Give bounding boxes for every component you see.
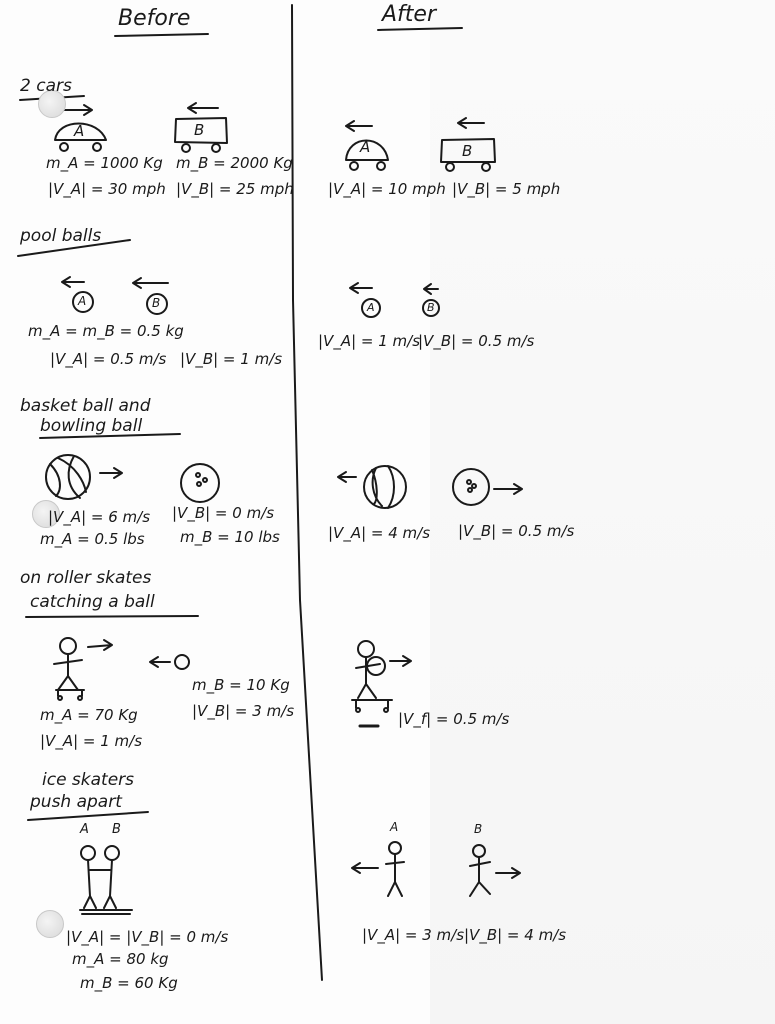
person-body-icon <box>470 857 490 896</box>
velocity-b: |V_B| = 0.5 m/s <box>418 332 535 350</box>
mass-a: m_A = 80 kg <box>72 950 169 968</box>
person-head-icon <box>105 846 119 860</box>
basketball-icon <box>364 466 406 508</box>
mass-a: m_A = 0.5 lbs <box>40 530 145 548</box>
wheel-icon <box>93 143 101 151</box>
velocity-b: |V_B| = 0.5 m/s <box>458 522 575 540</box>
arrow-icon <box>496 868 520 878</box>
person-body-icon <box>54 654 82 690</box>
scenario-title: bowling ball <box>40 416 143 436</box>
before-underline <box>115 34 208 36</box>
velocity-b: |V_B| = 25 mph <box>176 180 294 198</box>
skate-icon <box>80 910 132 914</box>
person-head-icon <box>358 641 374 657</box>
arrow-icon <box>188 103 218 113</box>
velocity-a: |V_A| = 6 m/s <box>48 508 151 526</box>
scenario-title: basket ball and <box>20 396 151 416</box>
person-head-icon <box>81 846 95 860</box>
arrow-icon <box>133 278 168 288</box>
ball-b-label: B <box>152 296 161 310</box>
skater-b-label: B <box>474 822 483 836</box>
velocity-a: |V_A| = 30 mph <box>48 180 166 198</box>
skate-icon <box>352 700 392 708</box>
arrow-icon <box>150 657 170 667</box>
person-body-icon <box>84 860 116 908</box>
ball-a-label: A <box>78 294 87 308</box>
car-a-label: A <box>360 138 371 156</box>
arrow-icon <box>88 640 112 650</box>
skater-b-label: B <box>112 822 121 837</box>
wheel-icon <box>482 163 490 171</box>
velocity-a: |V_A| = 1 m/s <box>318 332 421 350</box>
scenario-title: on roller skates <box>20 568 152 588</box>
arrow-icon <box>494 484 522 494</box>
mass-b: m_B = 2000 Kg <box>176 154 293 172</box>
car-a-label: A <box>74 122 85 140</box>
velocity-a: |V_A| = 1 m/s <box>40 732 143 750</box>
velocity-a: |V_A| = 3 m/s <box>362 926 465 944</box>
scenario-title: pool balls <box>20 226 102 246</box>
arrow-icon <box>100 468 122 478</box>
punch-hole <box>36 910 64 938</box>
ball-b-label: B <box>427 301 435 314</box>
ball-icon <box>175 655 189 669</box>
wheel-icon <box>377 162 385 170</box>
car-b-label: B <box>462 142 473 160</box>
velocity-b: |V_B| = 0 m/s <box>172 504 275 522</box>
person-head-icon <box>389 842 401 854</box>
after-underline <box>378 28 462 30</box>
column-divider <box>292 5 322 980</box>
wheel-icon <box>182 144 190 152</box>
after-header: After <box>382 2 437 27</box>
skater-a-label: A <box>390 820 399 834</box>
arrow-icon <box>62 277 84 287</box>
title-underline <box>28 812 148 820</box>
person-head-icon <box>473 845 485 857</box>
arrow-icon <box>424 284 438 294</box>
velocity-b: |V_B| = 3 m/s <box>192 702 295 720</box>
ball-a-label: A <box>367 301 375 314</box>
velocity-a: |V_A| = 4 m/s <box>328 524 431 542</box>
velocity-b: |V_B| = 5 mph <box>452 180 561 198</box>
car-b-label: B <box>194 121 205 139</box>
scenario-title: ice skaters <box>42 770 135 790</box>
mass-a: m_A = 1000 Kg <box>46 154 163 172</box>
wheel-icon <box>212 144 220 152</box>
velocity-b: |V_B| = 1 m/s <box>180 350 283 368</box>
arrow-icon <box>458 118 484 128</box>
scenario-title: 2 cars <box>20 76 72 96</box>
bowling-ball-icon <box>453 469 489 505</box>
mass-shared: m_A = m_B = 0.5 kg <box>28 322 184 340</box>
mass-a: m_A = 70 Kg <box>40 706 138 724</box>
arrow-icon <box>350 283 372 293</box>
person-body-icon <box>386 854 404 896</box>
mass-b: m_B = 10 Kg <box>192 676 290 694</box>
velocity-a: |V_A| = 10 mph <box>328 180 446 198</box>
person-head-icon <box>60 638 76 654</box>
before-header: Before <box>118 6 191 31</box>
mass-b: m_B = 60 Kg <box>80 974 178 992</box>
arrow-icon <box>352 863 378 873</box>
wheel-icon <box>350 162 358 170</box>
velocity-b: |V_B| = 4 m/s <box>464 926 567 944</box>
mass-b: m_B = 10 lbs <box>180 528 280 546</box>
velocity-a: |V_A| = 0.5 m/s <box>50 350 167 368</box>
title-underline <box>26 616 198 617</box>
scenario-title: catching a ball <box>30 592 155 612</box>
scenario-title: push apart <box>30 792 122 812</box>
wheel-icon <box>446 163 454 171</box>
final-velocity: |V_f| = 0.5 m/s <box>398 710 510 728</box>
wheel-icon <box>60 143 68 151</box>
arrow-icon <box>338 472 356 482</box>
skater-a-label: A <box>80 822 89 837</box>
velocity-both: |V_A| = |V_B| = 0 m/s <box>66 928 229 946</box>
arrow-icon <box>346 121 372 131</box>
arrow-icon <box>390 656 411 666</box>
